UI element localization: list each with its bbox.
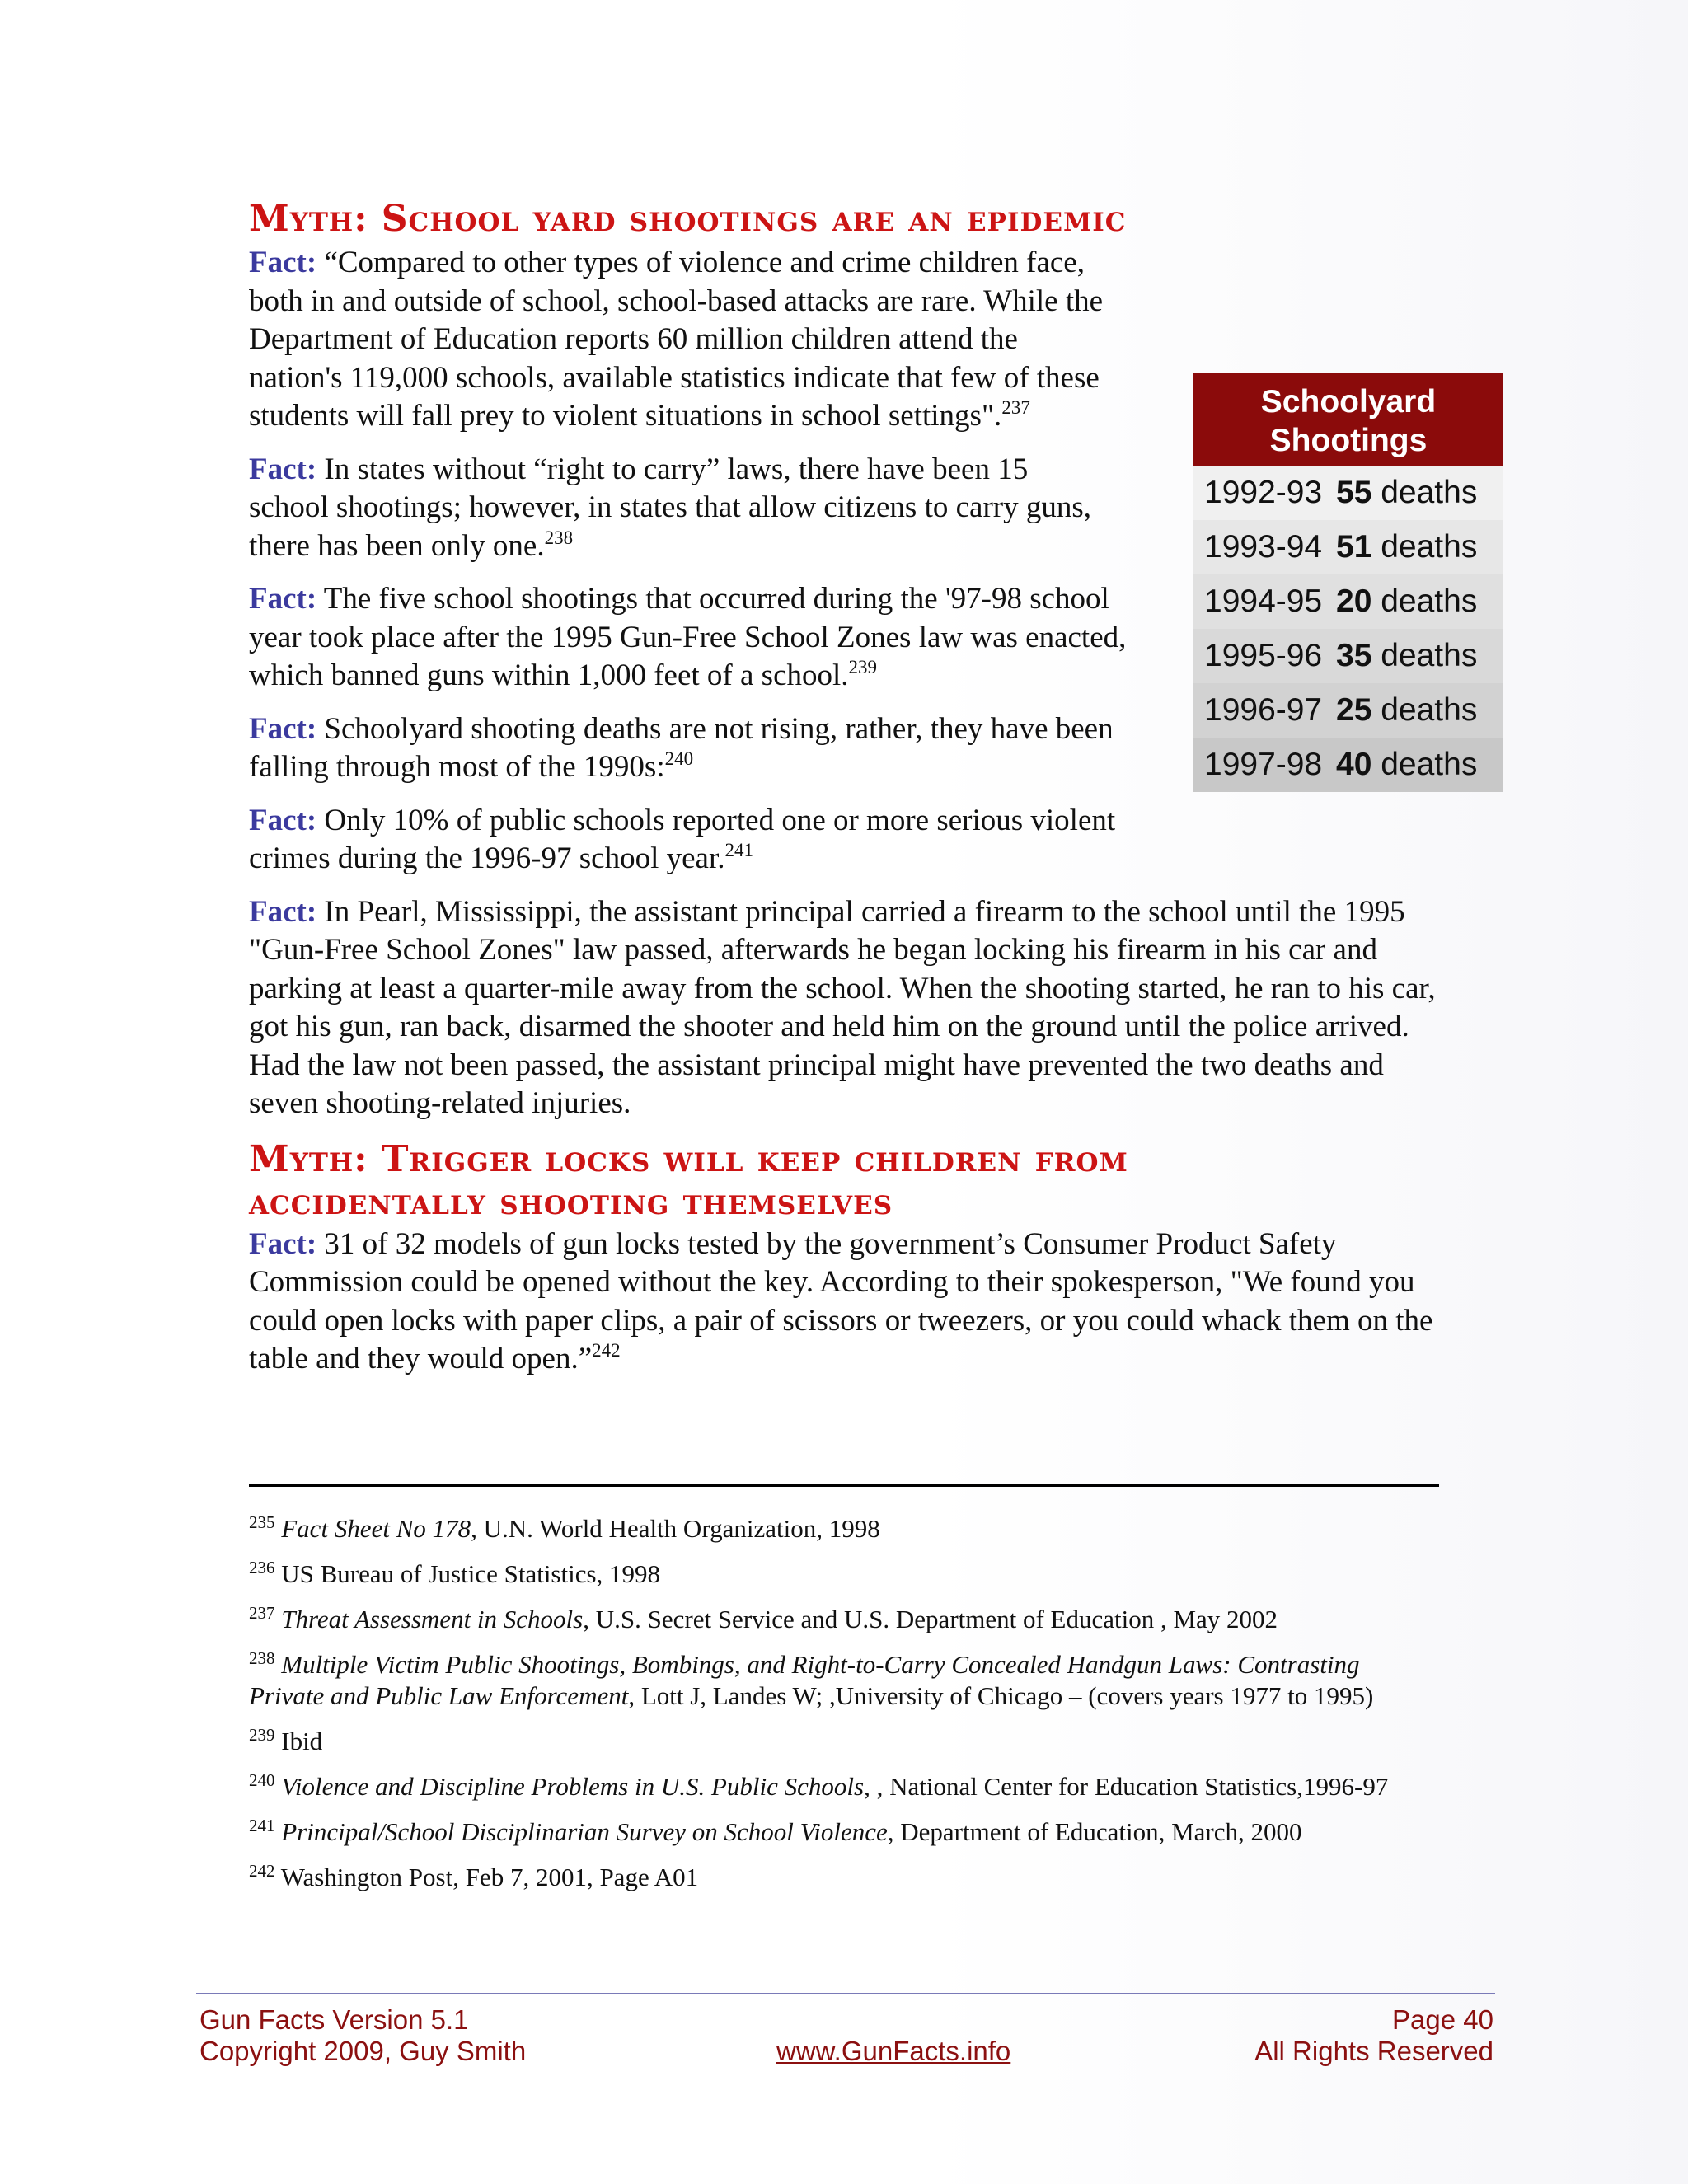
table-death-count: 35 [1336, 638, 1372, 673]
table-unit: deaths [1372, 692, 1478, 728]
footnote-ref: 237 [1001, 397, 1030, 418]
table-year: 1995-96 [1204, 638, 1323, 673]
footnote-number: 239 [249, 1725, 275, 1745]
fact-label: Fact: [249, 1226, 317, 1261]
fact-paragraph [249, 1226, 1436, 1379]
fact-paragraph [249, 802, 1147, 879]
footnote [249, 1649, 1436, 1712]
table-value [1336, 638, 1477, 674]
table-unit: deaths [1372, 747, 1478, 782]
table-death-count: 55 [1336, 475, 1372, 510]
table-death-count: 20 [1336, 583, 1372, 619]
table-year: 1993-94 [1204, 529, 1323, 565]
footnote-title: Violence and Discipline Problems in U.S. Public Schools [281, 1772, 865, 1801]
fact-text: In states without “right to carry” laws, there have been 15 school shootings; however, in states that allow citizens to carry guns, there has been only one. [249, 452, 1091, 563]
footnote [249, 1862, 1436, 1893]
table-header-line2: Shootings [1269, 423, 1428, 458]
table-header [1193, 373, 1503, 466]
footnotes [249, 1513, 1436, 1907]
table-year: 1994-95 [1204, 583, 1323, 619]
fact-paragraph [249, 451, 1147, 566]
fact-label: Fact: [249, 582, 317, 616]
footnote-title: Multiple Victim Public Shootings, Bombings, and Right-to-Carry Concealed Handgun Laws: Contrasting Private and Public Law Enforcement [249, 1650, 1360, 1710]
footnote-source: , Lott J, Landes W; ,University of Chicago – (covers years 1977 to 1995) [628, 1681, 1374, 1710]
table-year: 1996-97 [1204, 692, 1323, 728]
footnote-source: Washington Post, Feb 7, 2001, Page A01 [280, 1863, 699, 1891]
footnote-ref: 242 [592, 1340, 621, 1361]
footnote-number: 240 [249, 1770, 275, 1790]
table-death-count: 25 [1336, 692, 1372, 728]
table-value [1336, 692, 1477, 729]
fact-label: Fact: [249, 711, 317, 746]
footnote-source: , , National Center for Education Statistics,1996-97 [864, 1772, 1389, 1801]
footer-website-link[interactable]: www.GunFacts.info [776, 2036, 1011, 2066]
footnote-number: 236 [249, 1558, 275, 1577]
table-value [1336, 583, 1477, 620]
schoolyard-shootings-table [1193, 373, 1503, 792]
footer-title: Gun Facts Version 5.1 [199, 2004, 469, 2035]
myth-heading-trigger-locks: Myth: Trigger locks will keep children from accidentally shooting themselves [249, 1137, 1128, 1223]
footnote-title: Principal/School Disciplinarian Survey on School Violence [281, 1817, 888, 1846]
table-row [1193, 683, 1503, 738]
fact-paragraph [249, 893, 1436, 1123]
table-body [1193, 466, 1503, 792]
footnote [249, 1726, 1436, 1757]
fact-text: 31 of 32 models of gun locks tested by the government’s Consumer Product Safety Commission could be opened without the key. According to their spokesperson, "We found you could open locks with paper clips, a pair of scissors or tweezers, or you could whack them on the table and they would open.” [249, 1226, 1433, 1376]
table-row [1193, 738, 1503, 792]
table-death-count: 40 [1336, 747, 1372, 782]
table-row [1193, 629, 1503, 683]
footnote-number: 238 [249, 1648, 275, 1668]
fact-text: Schoolyard shooting deaths are not rising, rather, they have been falling through most of the 1990s: [249, 711, 1114, 784]
fact-paragraph [249, 580, 1147, 696]
footer-rule [196, 1993, 1495, 1994]
fact-label: Fact: [249, 803, 317, 837]
footnote [249, 1771, 1436, 1802]
table-unit: deaths [1372, 529, 1478, 565]
fact-text: Only 10% of public schools reported one or more serious violent crimes during the 1996-97 school year. [249, 803, 1116, 875]
footer-rights: All Rights Reserved [1254, 2036, 1493, 2066]
footnote-number: 235 [249, 1512, 275, 1532]
table-header-line1: Schoolyard [1260, 384, 1437, 419]
footnote-source: US Bureau of Justice Statistics, 1998 [281, 1559, 661, 1588]
footnote-ref: 238 [544, 527, 574, 548]
table-unit: deaths [1372, 638, 1478, 673]
footnote-source: , U.N. World Health Organization, 1998 [471, 1514, 880, 1543]
fact-text: “Compared to other types of violence and crime children face, both in and outside of school, school-based attacks are rare. While the Department of Education reports 60 million children attend the nation's 119,000 schools, available statistics indicate that few of these students will fall prey to violent situations in school settings". [249, 246, 1104, 433]
table-unit: deaths [1372, 475, 1478, 510]
footnote-source: Ibid [281, 1727, 323, 1755]
table-death-count: 51 [1336, 529, 1372, 565]
table-value [1336, 747, 1477, 783]
footnote-ref: 240 [664, 748, 694, 769]
footnote-source: , Department of Education, March, 2000 [887, 1817, 1302, 1846]
table-row [1193, 520, 1503, 574]
table-row [1193, 466, 1503, 520]
fact-paragraph [249, 710, 1147, 787]
footnote [249, 1513, 1436, 1544]
table-row [1193, 574, 1503, 629]
footer-copyright: Copyright 2009, Guy Smith [199, 2036, 527, 2066]
footnote-title: Threat Assessment in Schools [281, 1605, 584, 1633]
fact-text: In Pearl, Mississippi, the assistant principal carried a firearm to the school until the 1995 "Gun-Free School Zones" law passed, afterwards he began locking his firearm in his car and parking at least a quarter-mile away from the school. When the shooting started, he ran to his car, got his gun, ran back, disarmed the shooter and held him on the ground until the police arrived. Had the law not been passed, the assistant principal might have prevented the two deaths and seven shooting-related injuries. [249, 894, 1436, 1120]
myth-heading-school-shootings: Myth: School yard shootings are an epidemic [249, 198, 1127, 240]
footnote-source: , U.S. Secret Service and U.S. Department of Education , May 2002 [583, 1605, 1278, 1633]
table-value [1336, 529, 1477, 565]
footer-page-number: Page 40 [1392, 2004, 1493, 2035]
footnote [249, 1816, 1436, 1848]
footnote-number: 242 [249, 1861, 275, 1881]
footnote [249, 1604, 1436, 1635]
footnote-title: Fact Sheet No 178 [281, 1514, 471, 1543]
table-unit: deaths [1372, 583, 1478, 619]
fact-label: Fact: [249, 246, 317, 279]
table-value [1336, 475, 1477, 511]
footnote-number: 241 [249, 1816, 275, 1835]
fact-text: The five school shootings that occurred during the '97-98 school year took place after the 1995 Gun-Free School Zones law was enacted, which banned guns within 1,000 feet of a school. [249, 582, 1127, 692]
table-year: 1992-93 [1204, 475, 1323, 510]
footnote-ref: 241 [724, 840, 753, 860]
footnote-number: 237 [249, 1603, 275, 1623]
fact-label: Fact: [249, 894, 317, 929]
fact-label: Fact: [249, 452, 317, 486]
footnote [249, 1558, 1436, 1590]
footnote-divider [249, 1484, 1439, 1487]
footnote-ref: 239 [848, 657, 878, 677]
table-year: 1997-98 [1204, 747, 1323, 782]
